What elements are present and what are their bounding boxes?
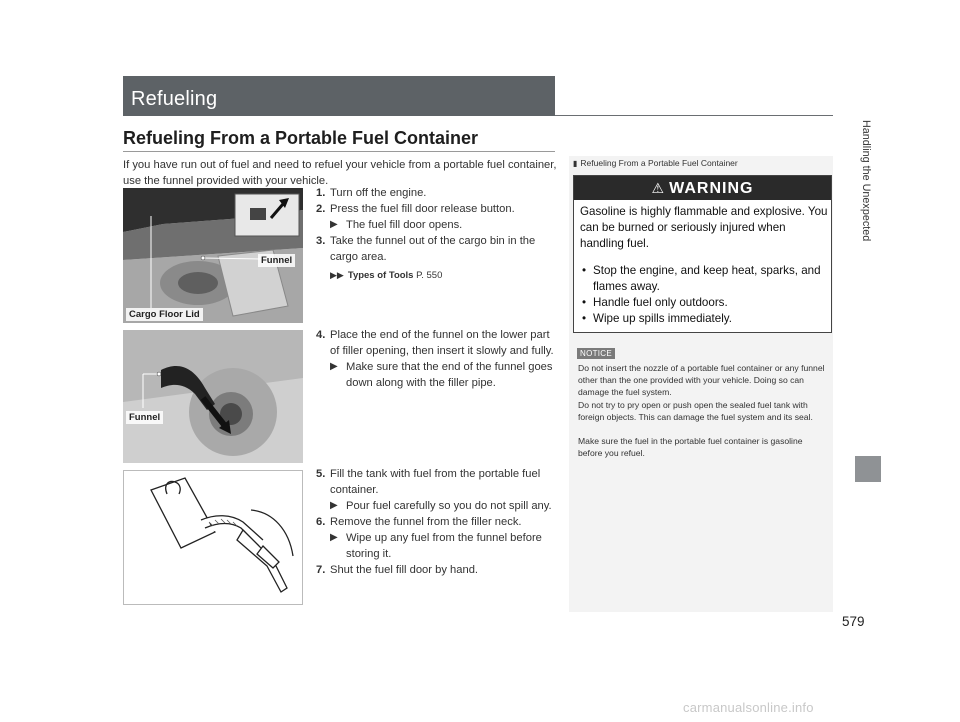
step-5-result — [316, 498, 560, 514]
section-divider — [123, 151, 555, 152]
step-6 — [316, 514, 560, 530]
notice-paragraph: Do not try to pry open or push open the sealed fuel tank with foreign objects. This can damage the fuel system and its seal. — [578, 399, 813, 422]
step-text: Press the fuel fill door release button. — [330, 203, 515, 215]
warning-list — [580, 263, 828, 327]
arrow-right-icon: ▶ — [330, 532, 338, 543]
step-text: Place the end of the funnel on the lower part of filler opening, then insert it slowly and fully. — [330, 329, 554, 357]
cargo-floor-lid-label: Cargo Floor Lid — [126, 308, 203, 321]
step-text: Take the funnel out of the cargo bin in the cargo area. — [330, 235, 536, 263]
step-number: 1. — [316, 187, 326, 199]
step-2 — [316, 201, 558, 217]
arrow-right-icon: ▶ — [330, 219, 338, 230]
notice-badge: NOTICE — [577, 348, 615, 359]
funnel-callout-label: Funnel — [258, 254, 295, 267]
result-text: Wipe up any fuel from the funnel before storing it. — [346, 532, 542, 560]
steps-group-1 — [316, 185, 558, 284]
step-5 — [316, 466, 560, 498]
chapter-tab[interactable] — [855, 456, 881, 482]
warning-header — [574, 176, 831, 200]
section-title: Refueling From a Portable Fuel Container — [123, 128, 479, 148]
warning-title: WARNING — [669, 180, 754, 197]
step-text: Remove the funnel from the filler neck. — [330, 516, 522, 528]
step-number: 3. — [316, 235, 326, 247]
notice-paragraph: Do not insert the nozzle of a portable fuel container or any funnel other than the one provided with your vehicle. Doing so can damage the fuel system. — [578, 363, 825, 398]
step-text: Turn off the engine. — [330, 187, 427, 199]
arrow-right-icon: ▶ — [330, 361, 338, 372]
page-number: 579 — [842, 614, 865, 629]
note-heading — [573, 158, 738, 168]
warning-triangle-icon: ⚠ — [651, 180, 666, 196]
step-1 — [316, 185, 558, 201]
step-number: 7. — [316, 564, 326, 576]
steps-group-3 — [316, 466, 560, 578]
warning-item: • Wipe up spills immediately. — [580, 311, 828, 327]
step-number: 6. — [316, 516, 326, 528]
step-number: 2. — [316, 203, 326, 215]
result-text: Make sure that the end of the funnel goes down along with the filler pipe. — [346, 361, 553, 389]
reference-title: Types of Tools — [347, 270, 414, 281]
notice-paragraph: Make sure the fuel in the portable fuel container is gasoline before you refuel. — [578, 436, 803, 459]
notice-text — [578, 362, 826, 459]
step-6-result — [316, 530, 560, 562]
note-marker-icon: ▮ — [573, 159, 578, 168]
reference-page: P. 550 — [416, 270, 443, 281]
cross-reference-link[interactable] — [316, 267, 558, 284]
result-text: The fuel fill door opens. — [346, 219, 463, 231]
portable-container-image — [123, 470, 303, 605]
warning-item: • Handle fuel only outdoors. — [580, 295, 828, 311]
step-number: 4. — [316, 329, 326, 341]
funnel-callout-label: Funnel — [126, 411, 163, 424]
warning-item: • Stop the engine, and keep heat, sparks, and flames away. — [580, 263, 828, 295]
steps-group-2 — [316, 327, 554, 391]
intro-paragraph: If you have run out of fuel and need to refuel your vehicle from a portable fuel container, use the funnel provided with your vehicle. — [123, 159, 557, 187]
step-4 — [316, 327, 554, 359]
watermark-text: carmanualsonline.info — [683, 700, 814, 715]
step-4-result — [316, 359, 554, 391]
page-title: Refueling — [131, 88, 218, 110]
funnel-insertion-image — [123, 330, 303, 463]
portable-container-illustration — [123, 470, 303, 605]
header-rule — [555, 115, 833, 116]
step-7 — [316, 562, 560, 578]
step-number: 5. — [316, 468, 326, 480]
step-text: Fill the tank with fuel from the portable fuel container. — [330, 468, 541, 496]
arrow-right-icon: ▶ — [330, 500, 338, 511]
funnel-insertion-illustration — [123, 330, 303, 463]
double-arrow-icon: ▶▶ — [330, 270, 344, 280]
chapter-side-label — [856, 120, 880, 420]
note-heading-text: Refueling From a Portable Fuel Container — [580, 158, 738, 168]
step-2-result — [316, 217, 558, 233]
step-text: Shut the fuel fill door by hand. — [330, 564, 479, 576]
warning-text: Gasoline is highly flammable and explosive. You can be burned or seriously injured when handling fuel. — [580, 205, 828, 250]
step-3 — [316, 233, 558, 265]
result-text: Pour fuel carefully so you do not spill any. — [346, 500, 552, 512]
chapter-label-text: Handling the Unexpected — [860, 120, 872, 242]
